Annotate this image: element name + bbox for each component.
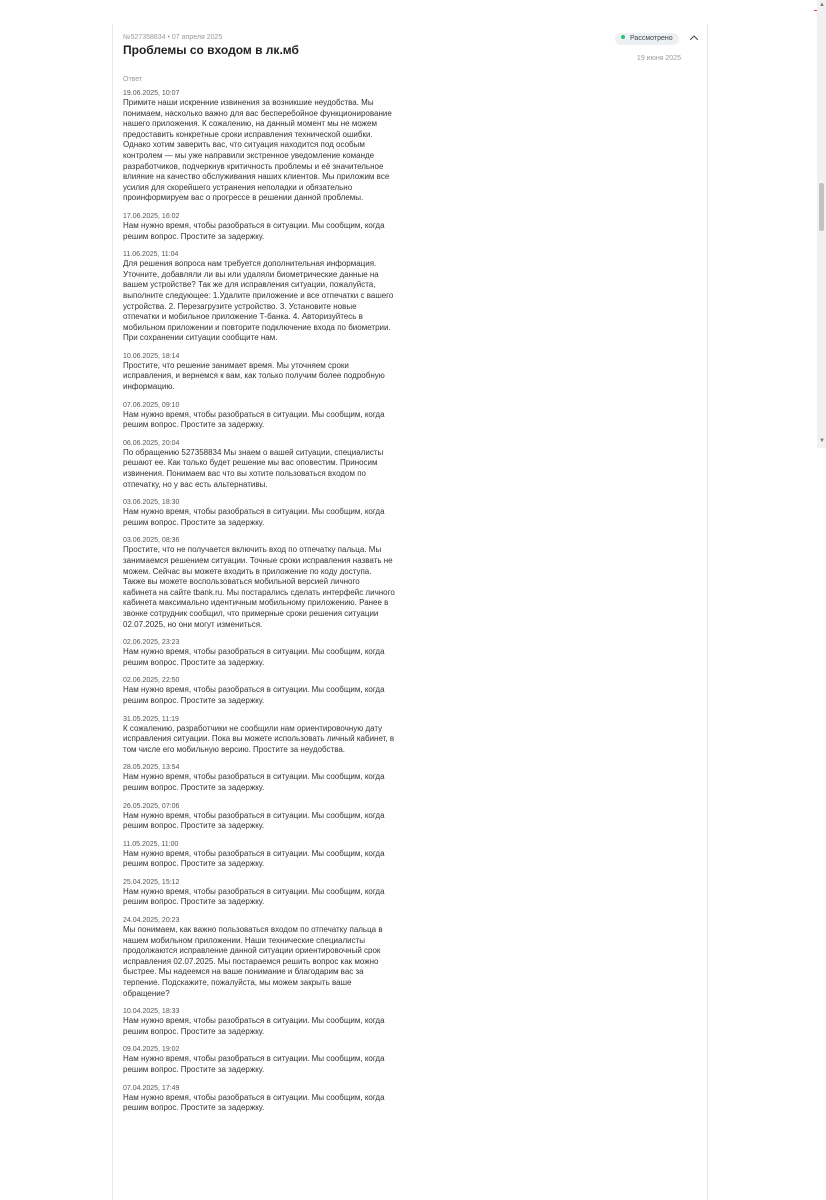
scrollbar[interactable] <box>817 0 826 448</box>
message-timestamp: 09.04.2025, 19:02 <box>123 1046 180 1054</box>
message-item <box>123 498 395 528</box>
message-timestamp: 25.04.2025, 15:12 <box>123 878 180 886</box>
message-item <box>123 802 395 832</box>
message-text: Нам нужно время, чтобы разобраться в ситуации. Мы сообщим, когда решим вопрос. Простите за задержку. <box>123 220 385 241</box>
message-text: Нам нужно время, чтобы разобраться в ситуации. Мы сообщим, когда решим вопрос. Простите за задержку. <box>123 810 385 831</box>
message-item <box>123 638 395 668</box>
message-timestamp: 06.06.2025, 20:04 <box>123 439 180 447</box>
message-text: Нам нужно время, чтобы разобраться в ситуации. Мы сообщим, когда решим вопрос. Простите за задержку. <box>123 647 385 667</box>
message-text: По обращению 527358834 Мы знаем о вашей ситуации, специалисты решают ее. Как только будет решение мы вас оповестим. Приносим извинения. Понимаем вас что вы хотите пользоваться входом по отпечатку, но у вас есть альтернативы. <box>123 447 384 489</box>
answer-label: Ответ <box>123 76 143 83</box>
ticket-meta <box>123 34 222 41</box>
message-text: Примите наши искренние извинения за возникшие неудобства. Мы понимаем, насколько важно для вас бесперебойное функционирование нашего приложения. К сожалению, на данный момент мы не можем предоставить конкретные сроки исправления технической ошибки. Однако хотим заверить вас, что ситуация находится под особым контролем — мы уже направили экстренное уведомление команде разработчиков, подчеркнув критичность проблемы и её значительное влияние на качество обслуживания наших клиентов. Мы приложим все усилия для скорейшего устранения неполадки и обязательно проинформируем вас о прогрессе в решении данной проблемы. <box>123 98 392 203</box>
message-item <box>123 401 395 431</box>
message-timestamp: 03.06.2025, 08:36 <box>123 537 180 545</box>
message-text: К сожалению, разработчики не сообщили нам ориентировочную дату исправления ситуации. Пока вы можете использовать личный кабинет, в том числе его мобильную версию. Простите за неудобства. <box>123 723 395 754</box>
status-badge <box>615 33 679 45</box>
ticket-card <box>112 24 708 1200</box>
message-timestamp: 07.04.2025, 17:49 <box>123 1084 180 1092</box>
message-item <box>123 439 395 490</box>
status-label: Рассмотрено <box>630 35 673 42</box>
message-item <box>123 1084 395 1114</box>
message-text: Нам нужно время, чтобы разобраться в ситуации. Мы сообщим, когда решим вопрос. Простите за задержку. <box>123 1016 385 1036</box>
message-timestamp: 02.06.2025, 22:50 <box>123 677 180 685</box>
message-text: Нам нужно время, чтобы разобраться в ситуации. Мы сообщим, когда решим вопрос. Простите за задержку. <box>123 685 385 705</box>
message-item <box>123 536 395 630</box>
message-timestamp: 28.05.2025, 13:54 <box>123 764 180 772</box>
message-item <box>123 250 395 344</box>
message-text: Мы понимаем, как важно пользоваться входом по отпечатку пальца в нашем мобильном приложении. Наши технические специалисты продолжаются исправление данной ситуации ориентировочный срок исправления 02.07.2025. Мы постараемся решить вопрос как можно быстрее. Мы надеемся на ваше понимание и благодарим вас за терпение. Подскажите, пожалуйста, мы можем закрыть ваше обращение? <box>123 925 383 998</box>
ticket-number: №527358834 <box>123 34 166 41</box>
message-item <box>123 676 395 706</box>
message-item <box>123 840 395 870</box>
ticket-updated-date: 19 июня 2025 <box>636 55 681 62</box>
message-timestamp: 10.04.2025, 18:33 <box>123 1008 180 1016</box>
message-item <box>123 763 395 793</box>
message-text: Нам нужно время, чтобы разобраться в ситуации. Мы сообщим, когда решим вопрос. Простите за задержку. <box>123 409 385 430</box>
message-timestamp: 19.06.2025, 10:07 <box>123 90 180 97</box>
scroll-up-arrow-icon[interactable]: ▲ <box>819 2 825 8</box>
message-item <box>123 1045 395 1075</box>
status-dot-icon <box>621 35 625 39</box>
scroll-down-arrow-icon[interactable]: ▼ <box>819 438 825 444</box>
message-item <box>123 352 395 393</box>
message-timestamp: 24.04.2025, 20:23 <box>123 917 180 925</box>
message-timestamp: 03.06.2025, 18:30 <box>123 499 180 507</box>
message-text: Простите, что не получается включить вход по отпечатку пальца. Мы занимаемся решением ситуации. Точные сроки исправления назвать не можем. Сейчас вы можете входить в приложение по коду доступа. Также вы можете воспользоваться мобильной версией личного кабинета на сайте tbank.ru. Мы постарались сделать интерфейс личного кабинета максимально идентичным мобильному приложению. Ранее в звонке сотрудник сообщил, что примерные сроки решения ситуации 02.07.2025, но они могут измениться. <box>123 545 395 629</box>
chevron-up-icon[interactable] <box>687 31 701 45</box>
message-text: Для решения вопроса нам требуется дополнительная информация. Уточните, добавляли ли вы или удаляли биометрические данные на вашем устройстве? Так же для исправления ситуации, пожалуйста, выполните следующее: 1.Удалите приложение и все отпечатки с вашего устройства. 2. Перезагрузите устройство. 3. Установите новые отпечатки и мобильное приложение Т-банка. 4. Авторизуйтесь в мобильном приложении и повторите подключение входа по биометрии. При сохранении ситуации сообщите нам. <box>123 259 394 343</box>
message-timestamp: 31.05.2025, 11:19 <box>123 715 179 723</box>
message-item <box>123 1007 395 1037</box>
message-timestamp: 11.05.2025, 11:00 <box>123 840 179 848</box>
message-item <box>123 916 395 999</box>
message-text: Нам нужно время, чтобы разобраться в ситуации. Мы сообщим, когда решим вопрос. Простите за задержку. <box>123 848 385 869</box>
ticket-created-date: 07 апреля 2025 <box>171 34 223 41</box>
message-timestamp: 11.06.2025, 11:04 <box>123 251 179 259</box>
message-timestamp: 17.06.2025, 16:02 <box>123 212 180 220</box>
message-item <box>123 89 395 204</box>
message-item <box>123 212 395 242</box>
message-timestamp: 10.06.2025, 18:14 <box>123 352 180 360</box>
message-timestamp: 02.06.2025, 23:23 <box>123 639 180 647</box>
message-text: Нам нужно время, чтобы разобраться в ситуации. Мы сообщим, когда решим вопрос. Простите за задержку. <box>123 1092 385 1113</box>
message-item <box>123 715 395 756</box>
message-item <box>123 878 395 908</box>
scrollbar-thumb[interactable] <box>819 183 824 231</box>
message-thread <box>123 89 395 1122</box>
ticket-title: Проблемы со входом в лк.мб <box>123 43 299 57</box>
meta-separator: • <box>167 34 170 41</box>
message-text: Нам нужно время, чтобы разобраться в ситуации. Мы сообщим, когда решим вопрос. Простите за задержку. <box>123 1054 385 1074</box>
message-text: Нам нужно время, чтобы разобраться в ситуации. Мы сообщим, когда решим вопрос. Простите за задержку. <box>123 886 385 907</box>
message-text: Нам нужно время, чтобы разобраться в ситуации. Мы сообщим, когда решим вопрос. Простите за задержку. <box>123 507 385 527</box>
message-timestamp: 26.05.2025, 07:06 <box>123 802 180 810</box>
message-text: Простите, что решение занимает время. Мы уточняем сроки исправления, и вернемся к вам, как только получим более подробную информацию. <box>123 360 385 392</box>
message-text: Нам нужно время, чтобы разобраться в ситуации. Мы сообщим, когда решим вопрос. Простите за задержку. <box>123 772 385 792</box>
message-timestamp: 07.06.2025, 09:10 <box>123 401 180 409</box>
